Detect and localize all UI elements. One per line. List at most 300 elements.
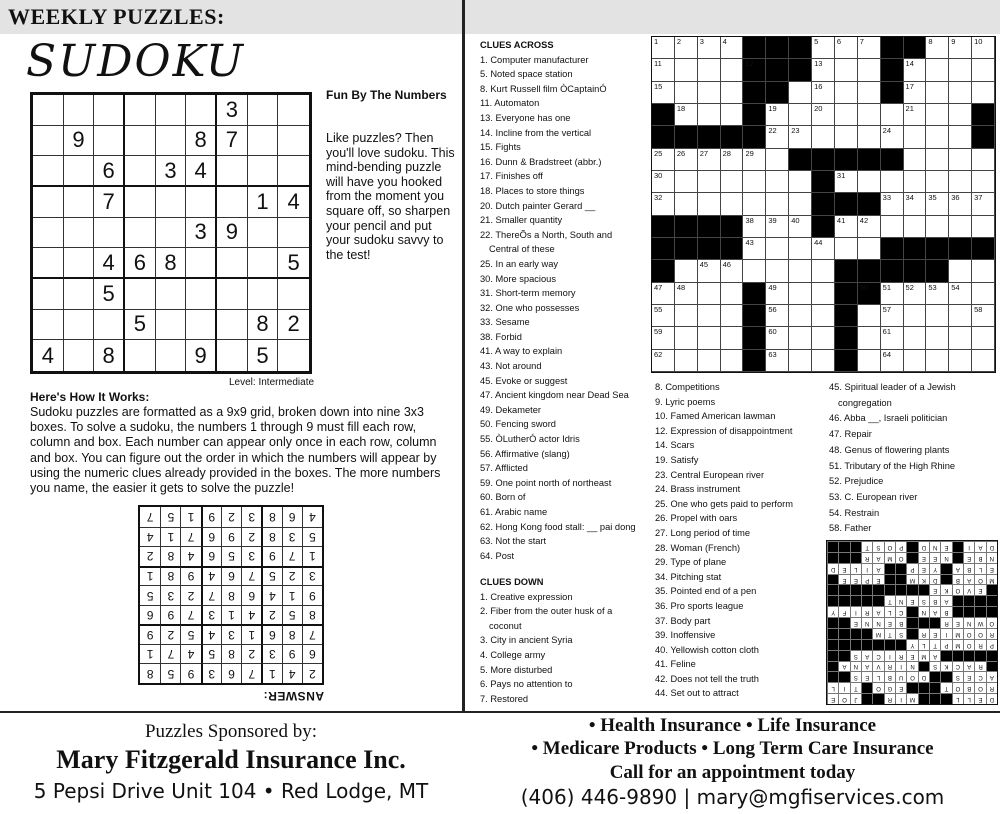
answer-black-square [952, 595, 963, 606]
crossword-square[interactable] [675, 305, 698, 327]
sudoku-cell: 4 [278, 187, 309, 218]
crossword-square[interactable] [698, 260, 721, 282]
answer-letter: S [872, 541, 883, 552]
crossword-square[interactable] [766, 171, 789, 193]
answer-letter: R [895, 650, 906, 661]
answer-black-square [827, 661, 838, 672]
sudoku-cell: 9 [217, 218, 248, 249]
crossword-square[interactable] [858, 59, 881, 81]
answer-letter: W [974, 617, 985, 628]
sudoku-cell [156, 340, 187, 371]
answer-cell: 2 [241, 527, 261, 547]
crossword-square[interactable] [881, 193, 904, 215]
answer-letter: E [872, 574, 883, 585]
crossword-square[interactable] [926, 193, 949, 215]
clue-item: 43. Not around [480, 361, 542, 372]
crossword-clue-number: 61 [882, 327, 891, 337]
crossword-square[interactable] [652, 327, 675, 349]
sudoku-cell [64, 248, 95, 279]
crossword-square[interactable] [904, 126, 927, 148]
crossword-square[interactable] [858, 305, 881, 327]
answer-black-square [895, 639, 906, 650]
clue-item: 57. Afflicted [480, 463, 528, 474]
crossword-square[interactable] [972, 59, 995, 81]
crossword-square[interactable] [904, 171, 927, 193]
answer-letter: E [929, 584, 940, 595]
crossword-square[interactable] [698, 59, 721, 81]
crossword-square[interactable] [904, 327, 927, 349]
crossword-square[interactable] [926, 305, 949, 327]
answer-letter: E [918, 563, 929, 574]
answer-letter: D [827, 563, 838, 574]
crossword-square[interactable] [721, 193, 744, 215]
crossword-square[interactable] [835, 82, 858, 104]
answer-letter: O [884, 541, 895, 552]
crossword-square[interactable] [858, 104, 881, 126]
crossword-square[interactable] [949, 126, 972, 148]
crossword-square[interactable] [972, 305, 995, 327]
crossword-square[interactable] [675, 37, 698, 59]
crossword-square[interactable] [789, 283, 812, 305]
answer-cell: 4 [261, 585, 281, 605]
clue-item: 4. College army [480, 649, 546, 660]
answer-letter: R [918, 628, 929, 639]
answer-letter: N [872, 617, 883, 628]
sudoku-cell [64, 310, 95, 341]
crossword-square[interactable] [766, 126, 789, 148]
crossword-square[interactable] [904, 216, 927, 238]
answer-cell: 8 [282, 624, 302, 644]
crossword-square[interactable] [675, 283, 698, 305]
crossword-square[interactable] [721, 104, 744, 126]
sudoku-cell [278, 156, 309, 187]
crossword-clue-number: 23 [791, 126, 800, 136]
answer-letter: E [974, 584, 985, 595]
answer-cell: 4 [201, 624, 221, 644]
answer-cell: 7 [241, 566, 261, 586]
answer-black-square [906, 584, 917, 595]
crossword-square[interactable] [835, 216, 858, 238]
sudoku-cell [248, 95, 279, 126]
crossword-square[interactable] [858, 216, 881, 238]
crossword-square[interactable] [652, 350, 675, 372]
crossword-clue-number: 13 [814, 59, 823, 69]
crossword-square[interactable] [949, 82, 972, 104]
sudoku-cell [156, 279, 187, 310]
answer-letter: M [906, 574, 917, 585]
answer-letter: E [963, 671, 974, 682]
clue-item: 12. Expression of disappointment [655, 425, 793, 436]
answer-cell: 6 [201, 546, 221, 566]
crossword-square[interactable] [675, 59, 698, 81]
crossword-square[interactable] [881, 327, 904, 349]
answer-letter: M [986, 574, 997, 585]
crossword-square[interactable] [949, 305, 972, 327]
answer-black-square [974, 606, 985, 617]
crossword-square[interactable] [721, 171, 744, 193]
crossword-square[interactable] [789, 327, 812, 349]
crossword-square[interactable] [721, 37, 744, 59]
crossword-square[interactable] [949, 59, 972, 81]
answer-black-square [827, 650, 838, 661]
answer-letter: I [940, 628, 951, 639]
crossword-square[interactable] [652, 82, 675, 104]
crossword-square[interactable] [789, 305, 812, 327]
answer-black-square [861, 628, 872, 639]
crossword-clue-number: 15 [654, 81, 663, 91]
crossword-square[interactable] [812, 260, 835, 282]
answer-cell: 6 [221, 663, 241, 683]
clue-item: 48. Genus of flowering plants [829, 444, 950, 455]
crossword-black-square [949, 238, 972, 260]
answer-letter: I [838, 682, 849, 693]
crossword-square[interactable] [766, 350, 789, 372]
crossword-square[interactable] [926, 59, 949, 81]
crossword-square[interactable] [675, 193, 698, 215]
crossword-square[interactable] [926, 82, 949, 104]
answer-letter: C [895, 606, 906, 617]
fun-title: Fun By The Numbers [326, 88, 447, 102]
crossword-square[interactable] [698, 104, 721, 126]
crossword-square[interactable] [858, 171, 881, 193]
crossword-clue-number: 54 [951, 282, 960, 292]
crossword-square[interactable] [698, 305, 721, 327]
answer-cell: 1 [241, 624, 261, 644]
crossword-square[interactable] [949, 104, 972, 126]
answer-cell: 5 [302, 527, 322, 547]
crossword-square[interactable] [904, 305, 927, 327]
crossword-square[interactable] [721, 350, 744, 372]
sudoku-cell: 9 [186, 340, 217, 371]
crossword-square[interactable] [698, 350, 721, 372]
crossword-square[interactable] [766, 149, 789, 171]
answer-letter: A [861, 650, 872, 661]
sudoku-title: SUDOKU [26, 36, 245, 87]
crossword-clue-number: 29 [745, 148, 754, 158]
crossword-square[interactable] [652, 59, 675, 81]
answer-black-square [952, 606, 963, 617]
clue-item: 29. Type of plane [655, 557, 727, 568]
crossword-square[interactable] [743, 149, 766, 171]
crossword-square[interactable] [835, 59, 858, 81]
crossword-square[interactable] [766, 104, 789, 126]
crossword-square[interactable] [789, 238, 812, 260]
answer-cell: 2 [140, 546, 160, 566]
answer-letter: G [884, 682, 895, 693]
crossword-square[interactable] [698, 171, 721, 193]
crossword-square[interactable] [652, 283, 675, 305]
crossword-square[interactable] [812, 305, 835, 327]
crossword-square[interactable] [675, 350, 698, 372]
sudoku-cell: 7 [94, 187, 125, 218]
crossword-square[interactable] [904, 283, 927, 305]
crossword-square[interactable] [858, 37, 881, 59]
sudoku-cell: 7 [217, 126, 248, 157]
crossword-square[interactable] [766, 216, 789, 238]
crossword-square[interactable] [926, 350, 949, 372]
crossword-square[interactable] [698, 193, 721, 215]
crossword-square[interactable] [743, 238, 766, 260]
crossword-square[interactable] [926, 37, 949, 59]
crossword-clue-number: 62 [654, 349, 663, 359]
crossword-square[interactable] [972, 283, 995, 305]
answer-cell: 8 [261, 527, 281, 547]
crossword-square[interactable] [675, 149, 698, 171]
crossword-square[interactable] [789, 260, 812, 282]
crossword-square[interactable] [743, 171, 766, 193]
crossword-square[interactable] [766, 238, 789, 260]
crossword-square[interactable] [949, 327, 972, 349]
crossword-black-square [789, 149, 812, 171]
crossword-square[interactable] [698, 283, 721, 305]
crossword-square[interactable] [949, 350, 972, 372]
crossword-square[interactable] [812, 126, 835, 148]
crossword-square[interactable] [789, 126, 812, 148]
column-divider [462, 0, 465, 712]
crossword-square[interactable] [675, 260, 698, 282]
crossword-square[interactable] [972, 193, 995, 215]
sudoku-cell [125, 156, 156, 187]
crossword-square[interactable] [812, 283, 835, 305]
crossword-square[interactable] [812, 350, 835, 372]
sudoku-cell [125, 218, 156, 249]
crossword-clue-number: 64 [882, 349, 891, 359]
answer-letter: O [952, 682, 963, 693]
answer-cell: 7 [201, 585, 221, 605]
crossword-square[interactable] [675, 104, 698, 126]
crossword-square[interactable] [949, 193, 972, 215]
crossword-square[interactable] [835, 37, 858, 59]
crossword-square[interactable] [743, 260, 766, 282]
clue-item: 45. Evoke or suggest [480, 375, 568, 386]
answer-letter: K [940, 584, 951, 595]
answer-black-square [827, 552, 838, 563]
crossword-square[interactable] [881, 350, 904, 372]
crossword-clue-number: 63 [768, 349, 777, 359]
services-line-1: • Health Insurance • Life Insurance [588, 715, 877, 736]
crossword-square[interactable] [812, 37, 835, 59]
clue-item: 40. Yellowish cotton cloth [655, 644, 759, 655]
crossword-square[interactable] [652, 193, 675, 215]
crossword-square[interactable] [812, 59, 835, 81]
crossword-square[interactable] [972, 171, 995, 193]
crossword-square[interactable] [858, 238, 881, 260]
crossword-square[interactable] [721, 305, 744, 327]
crossword-square[interactable] [904, 59, 927, 81]
answer-letter: P [986, 639, 997, 650]
clue-item: 7. Restored [480, 693, 529, 704]
answer-letter: I [884, 650, 895, 661]
crossword-square[interactable] [881, 216, 904, 238]
crossword-square[interactable] [972, 350, 995, 372]
sudoku-cell: 9 [64, 126, 95, 157]
sudoku-cell: 5 [125, 310, 156, 341]
clue-item: 22. ThereÕs a North, South and [480, 229, 613, 240]
crossword-square[interactable] [972, 149, 995, 171]
crossword-square[interactable] [789, 216, 812, 238]
answer-letter: E [827, 693, 838, 704]
crossword-square[interactable] [698, 149, 721, 171]
crossword-square[interactable] [835, 104, 858, 126]
answer-black-square [872, 584, 883, 595]
crossword-black-square [652, 216, 675, 238]
answer-black-square [940, 563, 951, 574]
crossword-square[interactable] [926, 216, 949, 238]
sudoku-cell [125, 126, 156, 157]
crossword-square[interactable] [858, 327, 881, 349]
crossword-square[interactable] [904, 193, 927, 215]
answer-black-square [884, 584, 895, 595]
crossword-square[interactable] [972, 82, 995, 104]
clue-item: 51. Tributary of the High Rhine [829, 460, 956, 471]
crossword-black-square [675, 238, 698, 260]
crossword-square[interactable] [721, 59, 744, 81]
crossword-black-square [698, 238, 721, 260]
clue-item: 18. Places to store things [480, 185, 585, 196]
crossword-square[interactable] [904, 149, 927, 171]
answer-cell: 5 [180, 624, 200, 644]
crossword-clue-number: 55 [654, 305, 663, 314]
answer-letter: J [850, 693, 861, 704]
crossword-square[interactable] [972, 327, 995, 349]
crossword-square[interactable] [904, 104, 927, 126]
crossword-square[interactable] [949, 260, 972, 282]
answer-letter: I [861, 563, 872, 574]
answer-letter: M [906, 693, 917, 704]
crossword-square[interactable] [721, 149, 744, 171]
crossword-square[interactable] [766, 327, 789, 349]
crossword-square[interactable] [766, 283, 789, 305]
answer-letter: O [974, 628, 985, 639]
crossword-square[interactable] [926, 171, 949, 193]
crossword-square[interactable] [881, 126, 904, 148]
crossword-square[interactable] [789, 171, 812, 193]
crossword-black-square [675, 126, 698, 148]
crossword-square[interactable] [904, 350, 927, 372]
crossword-square[interactable] [812, 327, 835, 349]
clue-item: 11. Automaton [480, 98, 540, 109]
crossword-square[interactable] [972, 260, 995, 282]
crossword-square[interactable] [972, 37, 995, 59]
crossword-black-square [743, 327, 766, 349]
crossword-square[interactable] [721, 260, 744, 282]
crossword-square[interactable] [926, 126, 949, 148]
sudoku-cell [125, 279, 156, 310]
crossword-square[interactable] [743, 193, 766, 215]
crossword-square[interactable] [949, 37, 972, 59]
clue-item: 55. ÒLutherÓ actor Idris [480, 434, 580, 445]
answer-letter: P [895, 541, 906, 552]
crossword-square[interactable] [721, 283, 744, 305]
crossword-square[interactable] [835, 238, 858, 260]
sudoku-cell [217, 248, 248, 279]
answer-black-square [872, 595, 883, 606]
crossword-square[interactable] [789, 193, 812, 215]
crossword-square[interactable] [926, 104, 949, 126]
crossword-square[interactable] [789, 350, 812, 372]
crossword-square[interactable] [858, 126, 881, 148]
crossword-square[interactable] [835, 171, 858, 193]
crossword-square[interactable] [766, 305, 789, 327]
crossword-square[interactable] [835, 126, 858, 148]
crossword-square[interactable] [881, 104, 904, 126]
clue-item: 39. Inoffensive [655, 630, 716, 641]
crossword-square[interactable] [949, 216, 972, 238]
crossword-square[interactable] [972, 216, 995, 238]
sudoku-cell [186, 279, 217, 310]
answer-letter: E [963, 552, 974, 563]
answer-cell: 3 [241, 546, 261, 566]
crossword-clue-number: 26 [676, 148, 686, 158]
answer-black-square [986, 606, 997, 617]
crossword-clue-number: 47 [654, 282, 663, 292]
crossword-clue-number: 28 [722, 148, 731, 158]
answer-cell: 9 [160, 605, 180, 625]
crossword-square[interactable] [858, 82, 881, 104]
crossword-square[interactable] [766, 193, 789, 215]
sudoku-cell [94, 95, 125, 126]
crossword-square[interactable] [789, 104, 812, 126]
crossword-square[interactable] [881, 305, 904, 327]
sudoku-cell [248, 126, 279, 157]
answer-black-square [872, 693, 883, 704]
crossword-square[interactable] [949, 171, 972, 193]
clue-item: 54. Restrain [829, 507, 880, 518]
crossword-black-square [858, 283, 881, 305]
crossword-square[interactable] [904, 82, 927, 104]
crossword-square[interactable] [721, 327, 744, 349]
crossword-square[interactable] [766, 260, 789, 282]
answer-black-square [850, 584, 861, 595]
crossword-square[interactable] [949, 149, 972, 171]
answer-black-square [918, 617, 929, 628]
answer-black-square [838, 541, 849, 552]
answer-black-square [861, 693, 872, 704]
crossword-square[interactable] [652, 171, 675, 193]
clue-item: 63. Not the start [480, 536, 547, 547]
crossword-square[interactable] [675, 327, 698, 349]
answer-letter: R [986, 682, 997, 693]
crossword-square[interactable] [721, 82, 744, 104]
crossword-square[interactable] [652, 305, 675, 327]
crossword-square[interactable] [698, 327, 721, 349]
crossword-square[interactable] [675, 171, 698, 193]
crossword-square[interactable] [858, 350, 881, 372]
crossword-square[interactable] [743, 216, 766, 238]
crossword-square[interactable] [812, 238, 835, 260]
clue-item: 38. Forbid [480, 331, 522, 342]
crossword-square[interactable] [652, 37, 675, 59]
answer-letter: V [963, 584, 974, 595]
crossword-square[interactable] [652, 149, 675, 171]
crossword-square[interactable] [926, 327, 949, 349]
crossword-square[interactable] [812, 104, 835, 126]
crossword-square[interactable] [812, 82, 835, 104]
crossword-square[interactable] [698, 82, 721, 104]
crossword-square[interactable] [926, 283, 949, 305]
answer-black-square [827, 541, 838, 552]
crossword-square[interactable] [881, 283, 904, 305]
crossword-clue-number: 3 [699, 37, 704, 46]
crossword-square[interactable] [698, 37, 721, 59]
crossword-square[interactable] [789, 82, 812, 104]
crossword-square[interactable] [675, 82, 698, 104]
answer-letter: B [940, 606, 951, 617]
crossword-clue-number: 25 [654, 148, 663, 158]
crossword-square[interactable] [926, 149, 949, 171]
crossword-square[interactable] [881, 171, 904, 193]
crossword-square[interactable] [949, 283, 972, 305]
